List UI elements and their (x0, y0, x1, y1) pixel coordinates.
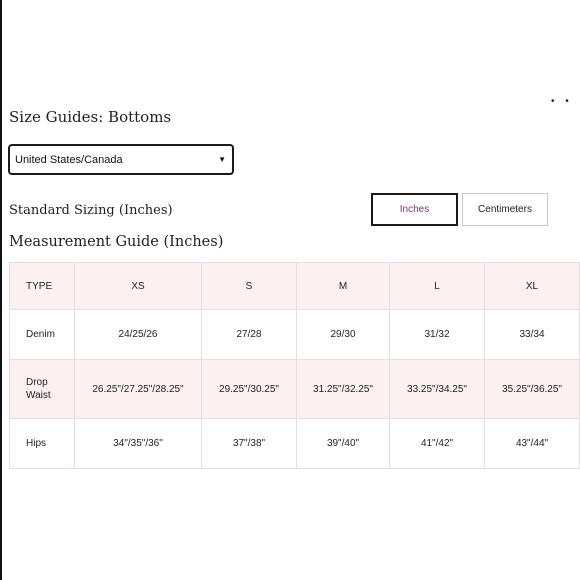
region-select-value: United States/Canada (15, 153, 123, 166)
table-header-cell: TYPE (10, 263, 75, 310)
table-cell: 33.25"/34.25" (390, 360, 485, 419)
table-header-cell: XS (75, 263, 202, 310)
ellipsis-icon[interactable]: • • (551, 96, 573, 107)
left-border (0, 0, 2, 580)
table-cell: 43"/44" (485, 419, 580, 469)
table-cell: 31.25"/32.25" (297, 360, 390, 419)
measurement-guide-title: Measurement Guide (Inches) (9, 234, 224, 250)
table-row-type-line: Waist (26, 390, 51, 401)
centimeters-button[interactable]: Centimeters (462, 193, 548, 226)
table-row (10, 360, 580, 419)
table-cell: 33/34 (485, 310, 580, 360)
page-title: Size Guides: Bottoms (9, 108, 172, 126)
table-row (10, 310, 580, 360)
table-header-cell: L (390, 263, 485, 310)
table-cell: 34"/35"/36" (75, 419, 202, 469)
table-cell: 26.25"/27.25"/28.25" (75, 360, 202, 419)
table-cell: 31/32 (390, 310, 485, 360)
table-cell: 29.25"/30.25" (202, 360, 297, 419)
table-cell: 35.25"/36.25" (485, 360, 580, 419)
standard-sizing-label: Standard Sizing (Inches) (9, 203, 173, 218)
table-cell: 39"/40" (297, 419, 390, 469)
table-cell: 41"/42" (390, 419, 485, 469)
table-header-cell: M (297, 263, 390, 310)
table-header-cell: XL (485, 263, 580, 310)
table-cell: 29/30 (297, 310, 390, 360)
table-cell: 37"/38" (202, 419, 297, 469)
region-select[interactable] (8, 144, 234, 175)
table-row-type-line: Drop (26, 377, 48, 388)
table-cell: 24/25/26 (75, 310, 202, 360)
table-cell: 27/28 (202, 310, 297, 360)
table-row-type (10, 360, 75, 419)
table-row-type: Denim (10, 310, 75, 360)
inches-button[interactable]: Inches (371, 193, 458, 226)
table-row (10, 419, 580, 469)
size-table (9, 262, 580, 469)
table-header-cell: S (202, 263, 297, 310)
table-header-row (10, 263, 580, 310)
table-row-type: Hips (10, 419, 75, 469)
caret-down-icon: ▼ (218, 155, 226, 164)
